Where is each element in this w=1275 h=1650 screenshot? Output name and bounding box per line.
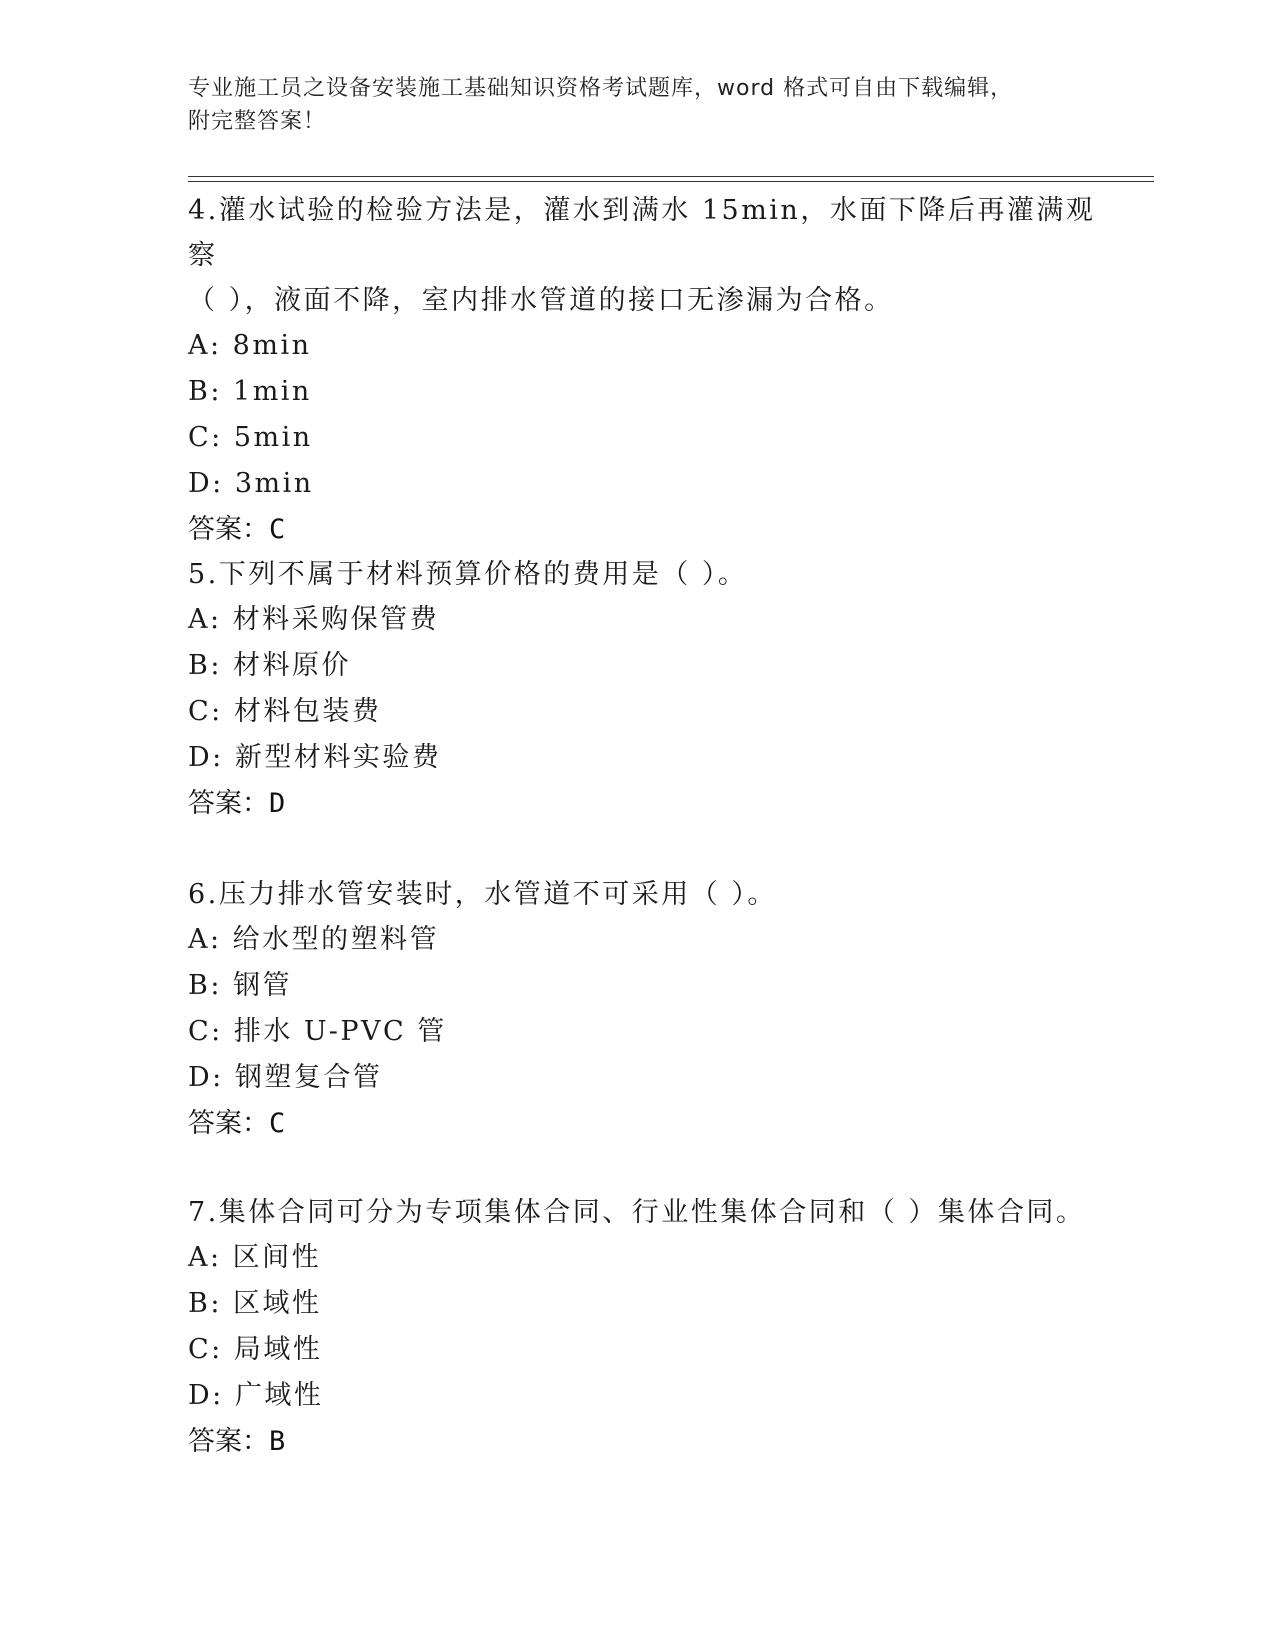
option-c: C: 局域性 — [188, 1334, 323, 1365]
answer — [188, 1419, 1108, 1465]
answer-label: 答案： — [188, 1108, 269, 1139]
question-text-line-1: 5.下列不属于材料预算价格的费用是（ ）。 — [188, 559, 748, 590]
option-d: D: 新型材料实验费 — [188, 742, 442, 773]
question-5 — [188, 552, 1108, 827]
document-header — [188, 72, 1088, 138]
question-text-line-1: 4.灌水试验的检验方法是，灌水到满水 15min，水面下降后再灌满观察 — [188, 195, 1096, 271]
question-6 — [188, 872, 1108, 1147]
answer-label: 答案： — [188, 788, 269, 819]
option-b: B: 1min — [188, 376, 312, 407]
option-a: A: 材料采购保管费 — [188, 604, 440, 635]
answer-value: D — [269, 788, 286, 819]
option-a: A: 区间性 — [188, 1242, 322, 1273]
answer-label: 答案： — [188, 1426, 269, 1457]
question-text-line-1: 7.集体合同可分为专项集体合同、行业性集体合同和（ ）集体合同。 — [188, 1197, 1086, 1228]
option-d: D: 钢塑复合管 — [188, 1062, 383, 1093]
answer — [188, 507, 1108, 553]
question-4 — [188, 188, 1108, 553]
option-b: B: 钢管 — [188, 970, 293, 1001]
option-d: D: 3min — [188, 468, 314, 499]
answer — [188, 1101, 1108, 1147]
question-7 — [188, 1190, 1108, 1465]
question-text-line-1: 6.压力排水管安装时，水管道不可采用（ ）。 — [188, 879, 777, 910]
option-d: D: 广域性 — [188, 1380, 324, 1411]
option-a: A: 8min — [188, 330, 312, 361]
option-b: B: 区域性 — [188, 1288, 322, 1319]
answer-label: 答案： — [188, 514, 269, 545]
header-divider-top — [188, 176, 1154, 177]
header-divider-bottom — [188, 181, 1154, 182]
option-c: C: 材料包装费 — [188, 696, 382, 727]
option-a: A: 给水型的塑料管 — [188, 924, 440, 955]
answer-value: C — [269, 1108, 286, 1139]
question-text-line-2: （ ），液面不降，室内排水管道的接口无渗漏为合格。 — [188, 285, 894, 316]
option-c: C: 5min — [188, 422, 313, 453]
answer-value: C — [269, 514, 286, 545]
option-b: B: 材料原价 — [188, 650, 352, 681]
answer — [188, 781, 1108, 827]
answer-value: B — [269, 1426, 286, 1457]
header-line-2: 附完整答案！ — [188, 109, 327, 134]
option-c: C: 排水 U-PVC 管 — [188, 1016, 447, 1047]
header-line-1: 专业施工员之设备安装施工基础知识资格考试题库，word 格式可自由下载编辑， — [188, 76, 1014, 101]
